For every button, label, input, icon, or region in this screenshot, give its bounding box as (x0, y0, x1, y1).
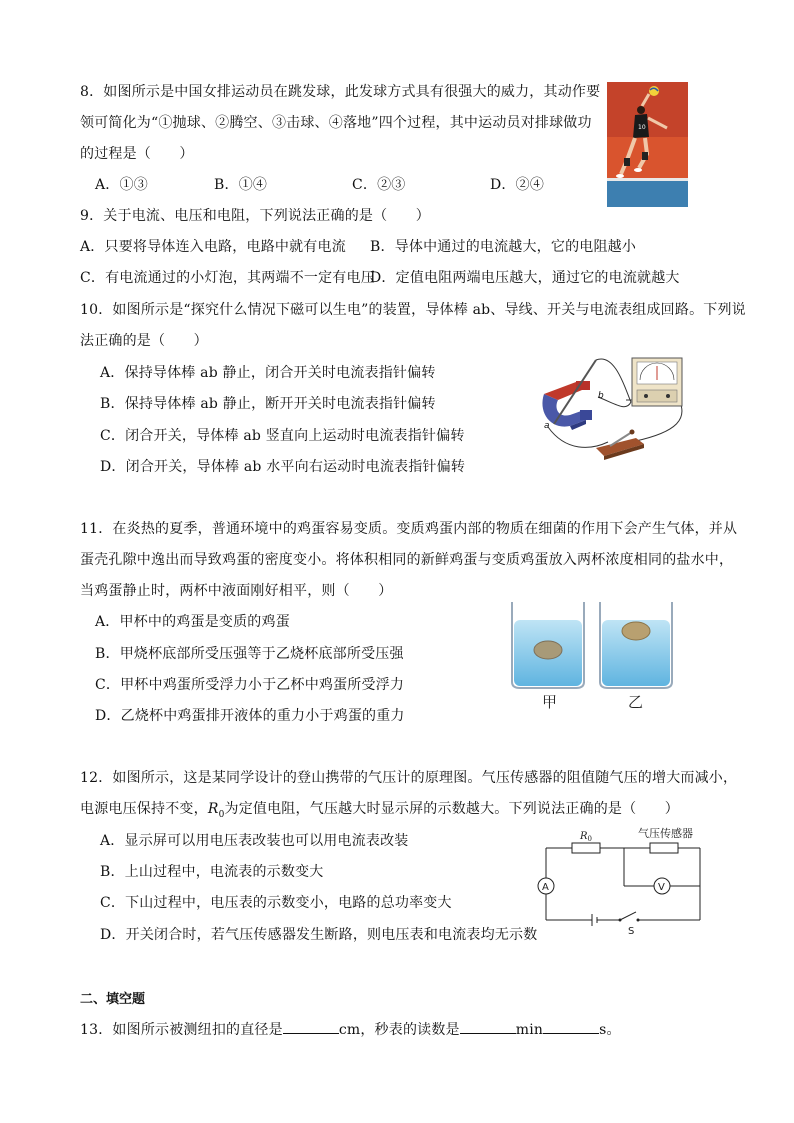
q12-option-a: A．显示屏可以用电压表改装也可以用电流表改装 (100, 833, 409, 849)
q8-line3: 的过程是（ ） (80, 146, 194, 162)
q10-option-a: A．保持导体棒 ab 静止，闭合开关时电流表指针偏转 (100, 365, 436, 381)
r0-label: $R_0$ (580, 831, 592, 843)
q8-line1: 8．如图所示是中国女排运动员在跳发球，此发球方式具有很强大的威力，其动作要 (80, 84, 601, 100)
q12-option-c: C．下山过程中，电压表的示数变小，电路的总功率变大 (100, 895, 452, 911)
q11-line2: 蛋壳孔隙中逸出而导致鸡蛋的密度变小。将体积相同的新鲜鸡蛋与变质鸡蛋放入两杯浓度相同的盐水中， (80, 552, 734, 568)
voltmeter-label: V (658, 882, 665, 893)
q8-option-c: C．②③ (352, 177, 406, 193)
q9-option-c: C．有电流通过的小灯泡，其两端不一定有电压 (80, 270, 375, 286)
switch-label: S (628, 926, 635, 936)
q8-line2: 领可简化为“①抛球、②腾空、③击球、④落地”四个过程，其中运动员对排球做功 (80, 115, 592, 131)
q9-stem: 9．关于电流、电压和电阻，下列说法正确的是（ ） (80, 208, 430, 224)
q13-line: 13．如图所示被测纽扣的直径是 cm，秒表的读数是 min s。 (80, 1019, 621, 1040)
q11-option-b: B．甲烧杯底部所受压强等于乙烧杯底部所受压强 (95, 646, 404, 662)
q9-option-d: D．定值电阻两端电压越大，通过它的电流就越大 (370, 270, 680, 286)
q9-option-b: B．导体中通过的电流越大，它的电阻越小 (370, 239, 637, 255)
q11-option-c: C．甲杯中鸡蛋所受浮力小于乙杯中鸡蛋所受浮力 (95, 677, 405, 693)
q11-option-a: A．甲杯中的鸡蛋是变质的鸡蛋 (95, 614, 290, 630)
q8-option-d: D．②④ (490, 177, 545, 193)
beaker-jia-label: 甲 (542, 693, 558, 711)
q11-line3: 当鸡蛋静止时，两杯中液面刚好相平，则（ ） (80, 583, 393, 599)
volleyball-player-image (607, 82, 688, 207)
point-a-label: a (544, 421, 550, 431)
q12-line2: 电源电压保持不变，$R_0$为定值电阻，气压越大时显示屏的示数越大。下列说法正确的是（ ） (80, 801, 679, 820)
barometer-circuit-diagram (534, 826, 710, 936)
q11-option-d: D．乙烧杯中鸡蛋排开液体的重力小于鸡蛋的重力 (95, 708, 405, 724)
q13-blank-seconds[interactable] (543, 1019, 599, 1034)
q12-option-d: D．开关闭合时，若气压传感器发生断路，则电压表和电流表均无示数 (100, 927, 538, 943)
q8-option-a: A．①③ (95, 177, 148, 193)
q11-line1: 11．在炎热的夏季，普通环境中的鸡蛋容易变质。变质鸡蛋内部的物质在细菌的作用下会产生气体，并从 (80, 521, 738, 537)
svg-text:10: 10 (638, 124, 646, 131)
q12-line1: 12．如图所示，这是某同学设计的登山携带的气压计的原理图。气压传感器的阻值随气压的增大而减小， (80, 770, 738, 786)
beaker-yi-label: 乙 (628, 693, 644, 711)
q10-line1: 10．如图所示是“探究什么情况下磁可以生电”的装置，导体棒 ab、导线、开关与电流表组成回路。下列说 (80, 302, 746, 318)
q10-line2: 法正确的是（ ） (80, 333, 208, 349)
beakers-diagram (508, 600, 678, 712)
ammeter-label: A (542, 882, 549, 893)
section-heading-fill-blank: 二、填空题 (80, 992, 146, 1007)
q10-option-b: B．保持导体棒 ab 静止，断开开关时电流表指针偏转 (100, 396, 436, 412)
q12-option-b: B．上山过程中，电流表的示数变大 (100, 864, 324, 880)
pressure-sensor-label: 气压传感器 (638, 827, 693, 840)
point-b-label: b (598, 391, 604, 401)
induction-apparatus-diagram (536, 352, 696, 462)
q13-blank-diameter[interactable] (283, 1019, 339, 1034)
q8-option-b: B．①④ (214, 177, 268, 193)
q10-option-d: D．闭合开关，导体棒 ab 水平向右运动时电流表指针偏转 (100, 459, 466, 475)
q10-option-c: C．闭合开关，导体棒 ab 竖直向上运动时电流表指针偏转 (100, 428, 465, 444)
q13-blank-minutes[interactable] (460, 1019, 516, 1034)
q9-option-a: A．只要将导体连入电路，电路中就有电流 (80, 239, 346, 255)
